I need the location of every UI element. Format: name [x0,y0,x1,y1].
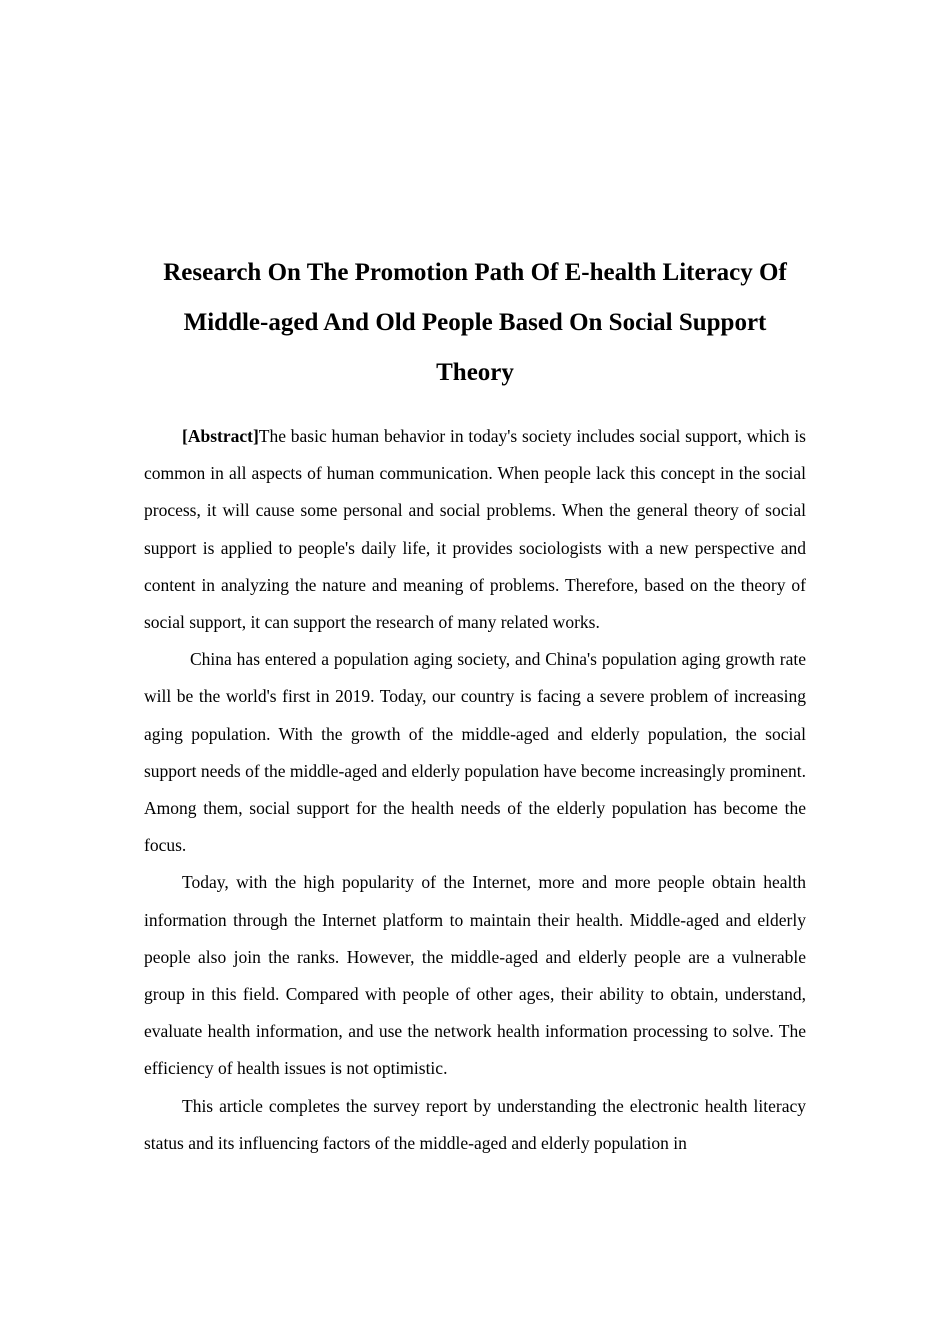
paragraph-2: China has entered a population aging society, and China's population aging growth rate will be the world's first in 2019. Today, our country is facing a severe problem of increasing aging population. With the growth of the middle-aged and elderly population, the social support needs of the middle-aged and elderly population have become increasingly prominent. Among them, social support for the health needs of the elderly population has become the focus. [144,649,806,856]
title-line-1: Research On The Promotion Path Of E-health Literacy Of [163,259,787,286]
abstract-label: [Abstract] [182,426,259,446]
paragraph-3: Today, with the high popularity of the Internet, more and more people obtain health information through the Internet platform to maintain their health. Middle-aged and elderly people also join the ranks. However, the middle-aged and elderly people are a vulnerable group in this field. Compared with people of other ages, their ability to obtain, understand, evaluate health information, and use the network health information processing to solve. The efficiency of health issues is not optimistic. [144,872,806,1079]
title-line-2: Middle-aged And Old People Based On Social Support [183,309,767,336]
paragraph-1-text: The basic human behavior in today's society includes social support, which is common in all aspects of human communication. When people lack this concept in the social process, it will cause some personal and social problems. When the general theory of social support is applied to people's daily life, it provides sociologists with a new perspective and content in analyzing the nature and meaning of problems. Therefore, based on the theory of social support, it can support the research of many related works. [144,426,806,633]
paragraph-1 [144,418,806,641]
paragraph-4: This article completes the survey report by understanding the electronic health literacy status and its influencing factors of the middle-aged and elderly population in [144,1095,806,1153]
page-title [120,248,830,398]
title-line-3: Theory [436,359,514,386]
abstract-body [144,418,806,1162]
